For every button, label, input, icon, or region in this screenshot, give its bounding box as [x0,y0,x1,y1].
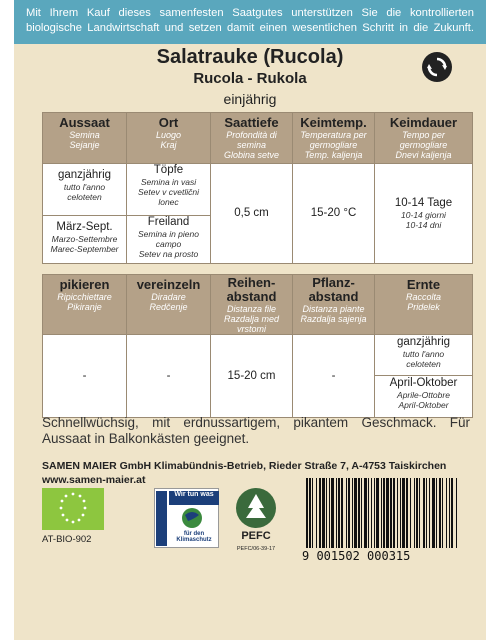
eu-organic-leaf-icon [42,488,104,530]
barcode-bar [306,478,308,548]
barcode-bar [352,478,353,548]
barcode-bar [400,478,401,548]
header-aussaat-label: Aussaat [59,115,110,130]
barcode-bar [341,478,343,548]
barcode-bar [406,478,408,548]
aussaat-season-it: Marzo-Settembre [51,234,118,244]
seed-packet [14,0,486,640]
barcode-bar [376,478,379,548]
header-ernte-label: Ernte [406,277,441,292]
header-pflanzabstand [293,275,375,335]
header-keimdauer-it2: germogliare [399,140,448,150]
header-ort-sl: Kraj [160,140,177,150]
barcode-bars [302,478,462,550]
website-link[interactable]: www.samen-maier.at [42,474,146,486]
cell-pikieren [43,335,127,418]
barcode-bar [383,478,385,548]
keimdauer-sl: 10-14 dni [405,220,442,230]
header-keimdauer-label: Keimdauer [389,115,458,130]
pefc-code: PEFC/06-39-17 [236,546,276,552]
barcode-bar [368,478,369,548]
keimdauer-value: 10-14 Tage [394,197,453,209]
eu-organic-code: AT-BIO-902 [42,534,92,545]
header-keimdauer [375,113,473,164]
barcode-bar [309,478,311,548]
header-aussaat-it: Semina [69,130,100,140]
product-description: Schnellwüchsig, mit erdnussartigem, pikantem Geschmack. Für Aussaat in Balkonkästen geeignet. [42,415,470,446]
ernte-year-round-it: tutto l'anno [402,349,445,359]
barcode-bar [338,478,340,548]
growing-table [42,274,473,418]
ort-field [127,215,210,259]
ernte-season-label: April-Oktober [389,377,458,389]
barcode-bar [319,478,321,548]
barcode-bar [456,478,457,548]
ernte-year-round-label: ganzjährig [396,336,451,348]
header-keimdauer-it1: Tempo per [402,130,445,140]
barcode-bar [442,478,443,548]
header-keimtemp-it2: germogliare [309,140,358,150]
cell-keimtemp [293,164,375,264]
barcode-bar [371,478,372,548]
header-saattiefe-it1: Profondità di [226,130,277,140]
barcode-bar [361,478,362,548]
header-keimtemp-label: Keimtemp. [300,115,367,130]
ernte-season [375,375,472,410]
cell-ort [127,164,211,264]
ort-pots [127,164,210,215]
header-ernte-it: Raccolta [405,292,441,302]
pikieren-value: - [82,369,87,382]
barcode-bar [393,478,395,548]
keimdauer-it: 10-14 giorni [401,210,446,220]
header-reihenabstand-it: Distanza file [226,304,277,314]
barcode-bar [426,478,427,548]
aussaat-season-sl: Marec-September [50,244,119,254]
header-reihenabstand-label2: abstand [226,289,277,304]
product-title: Salatrauke (Rucola) [156,46,344,68]
cell-pflanzabstand [293,335,375,418]
aussaat-year-round-it: tutto l'anno [63,182,106,192]
barcode-bar [410,478,411,548]
header-ort [127,113,211,164]
ernte-year-round-sl: celoteten [406,359,441,369]
header-vereinzeln-it: Diradare [151,292,186,302]
cell-ernte [375,335,473,418]
header-vereinzeln-label: vereinzeln [136,277,201,292]
ort-pots-sl1: Setev v cvetlični [138,187,199,197]
klima-bottom-text: für den Klimaschutz [176,531,212,543]
aussaat-year-round-label: ganzjährig [57,169,112,181]
banner-line-2: biologische Landwirtschaft und setzen damit einen wesentlichen Schritt in die Zukunft. [26,22,474,34]
cell-vereinzeln [127,335,211,418]
ernte-year-round [375,335,472,375]
barcode-bar [336,478,337,548]
barcode-bar [348,478,350,548]
klima-globe-icon [179,507,205,529]
ort-pots-sl2: lonec [158,197,179,207]
klima-top-text: Wir tun was [169,491,219,505]
header-keimtemp-it1: Temperatura per [300,130,367,140]
header-ernte-sl: Pridelek [407,302,440,312]
pefc-text: PEFC [241,530,271,542]
header-pikieren-label: pikieren [59,277,110,292]
banner-line-1: Mit Ihrem Kauf dieses samenfesten Saatgutes unterstützen Sie die kontrollierten [26,7,474,19]
cell-keimdauer [375,164,473,264]
barcode-bar [451,478,453,548]
ernte-season-sl: April-Oktober [398,400,449,410]
header-reihenabstand-sl2: vrstomi [237,324,266,334]
header-saattiefe-sl: Globina setve [223,150,280,160]
vereinzeln-value: - [166,369,171,382]
product-lifecycle: einjährig [223,91,277,107]
header-keimtemp-sl: Temp. kaljenja [304,150,363,160]
barcode [302,478,462,566]
header-reihenabstand-label1: Reihen- [227,275,276,290]
pefc-tree-icon [234,486,278,530]
header-pflanzabstand-sl: Razdalja sajenja [300,314,367,324]
barcode-bar [449,478,450,548]
header-keimtemp [293,113,375,164]
header-pikieren-sl: Pikiranje [67,302,102,312]
keimtemp-value: 15-20 °C [310,207,357,219]
aussaat-year-round [43,164,126,215]
barcode-bar [329,478,330,548]
barcode-bar [432,478,435,548]
header-reihenabstand [211,275,293,335]
header-saattiefe [211,113,293,164]
saattiefe-value: 0,5 cm [234,207,269,219]
header-pflanzabstand-label2: abstand [308,289,359,304]
header-pikieren-it: Ripicchiettare [57,292,112,302]
header-aussaat [43,113,127,164]
header-vereinzeln-sl: Redčenje [149,302,188,312]
barcode-bar [436,478,437,548]
ort-field-sl: Setev na prosto [138,249,199,259]
aussaat-season-label: März-Sept. [56,221,113,233]
ort-field-it1: Semina in pieno [138,229,199,239]
barcode-bar [331,478,334,548]
header-reihenabstand-sl1: Razdalja med [223,314,280,324]
barcode-bar [346,478,347,548]
header-aussaat-sl: Sejanje [69,140,100,150]
ort-field-label: Freiland [147,216,190,228]
sowing-table [42,112,473,264]
header-pikieren [43,275,127,335]
recycle-icon [422,52,452,82]
reihenabstand-value: 15-20 cm [227,369,276,382]
cell-reihenabstand [211,335,293,418]
barcode-bar [316,478,317,548]
barcode-bar [364,478,367,548]
barcode-bar [439,478,441,548]
barcode-bar [312,478,313,548]
barcode-bar [354,478,357,548]
info-banner [14,0,486,44]
header-pflanzabstand-label1: Pflanz- [312,275,355,290]
barcode-bar [326,478,327,548]
ernte-season-it: Aprile-Ottobre [397,390,450,400]
header-ort-it: Luogo [155,130,182,140]
barcode-bar [416,478,418,548]
pefc-logo [226,486,286,556]
cell-aussaat [43,164,127,264]
climate-alliance-icon [154,488,219,548]
header-saattiefe-it2: semina [236,140,266,150]
header-saattiefe-label: Saattiefe [224,115,279,130]
pflanzabstand-value: - [331,369,336,382]
aussaat-year-round-sl: celoteten [67,192,102,202]
product-subtitle: Rucola - Rukola [193,70,307,87]
barcode-bar [386,478,389,548]
header-ort-label: Ort [158,115,179,130]
cell-saattiefe [211,164,293,264]
barcode-bar [414,478,415,548]
barcode-bar [322,478,325,548]
ort-field-it2: campo [155,239,182,249]
header-vereinzeln [127,275,211,335]
header-pflanzabstand-it: Distanza piante [302,304,365,314]
barcode-bar [423,478,425,548]
ort-pots-label: Töpfe [153,164,184,176]
barcode-bar [429,478,430,548]
barcode-bar [419,478,420,548]
barcode-bar [390,478,392,548]
barcode-bar [446,478,447,548]
klima-side-bar [156,491,167,546]
barcode-bar [402,478,405,548]
barcode-digits: 9 001502 000315 [302,549,411,563]
barcode-bar [397,478,398,548]
company-address: SAMEN MAIER GmbH Klimabündnis-Betrieb, Rieder Straße 7, A-4753 Taiskirchen [42,460,447,472]
barcode-bar [381,478,382,548]
barcode-bar [374,478,375,548]
header-keimdauer-sl: Dnevi kaljenja [395,150,452,160]
ort-pots-it: Semina in vasi [140,177,197,187]
header-ernte [375,275,473,335]
aussaat-season [43,215,126,254]
barcode-bar [358,478,360,548]
